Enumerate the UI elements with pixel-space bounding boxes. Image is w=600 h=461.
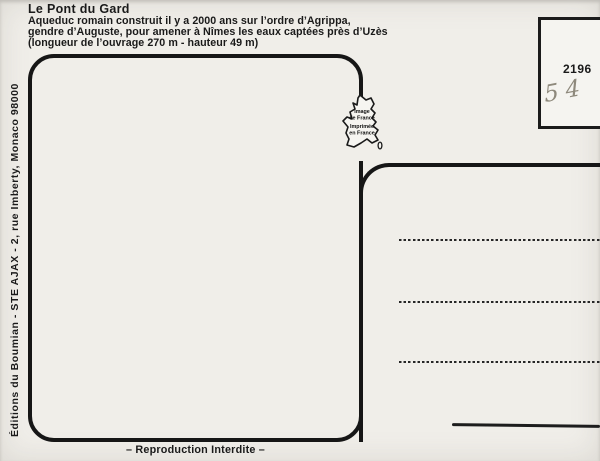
printer-mark-line: Imprimée bbox=[350, 124, 374, 130]
printer-mark-line: Image bbox=[354, 109, 370, 115]
publisher-credit: Éditions du Boumian - STE AJAX - 2, rue Imberty, Monaco 98000 bbox=[9, 83, 21, 437]
address-line bbox=[399, 301, 600, 303]
address-line bbox=[399, 361, 600, 363]
handwritten-number: 54 bbox=[543, 73, 589, 109]
stamp-number: 2196 bbox=[563, 62, 592, 76]
printer-mark-line: en France bbox=[349, 130, 375, 137]
postcard-title: Le Pont du Gard bbox=[28, 2, 130, 16]
caption-line-1: Aqueduc romain construit il y a 2000 ans sur l’ordre d’Agrippa, bbox=[28, 15, 351, 27]
caption-line-2: gendre d’Auguste, pour amener à Nîmes les eaux captées près d’Uzès bbox=[28, 25, 388, 38]
address-line bbox=[399, 239, 600, 241]
printer-mark-line: de France bbox=[349, 115, 375, 122]
caption-line-3: (longueur de l’ouvrage 270 m - hauteur 49 m) bbox=[28, 36, 259, 49]
caption-block bbox=[28, 3, 388, 49]
france-map-icon bbox=[340, 93, 386, 155]
stamp-box bbox=[538, 17, 600, 129]
picture-frame bbox=[28, 54, 363, 442]
reproduction-notice: – Reproduction Interdite – bbox=[126, 444, 265, 456]
corsica-outline bbox=[378, 142, 382, 149]
